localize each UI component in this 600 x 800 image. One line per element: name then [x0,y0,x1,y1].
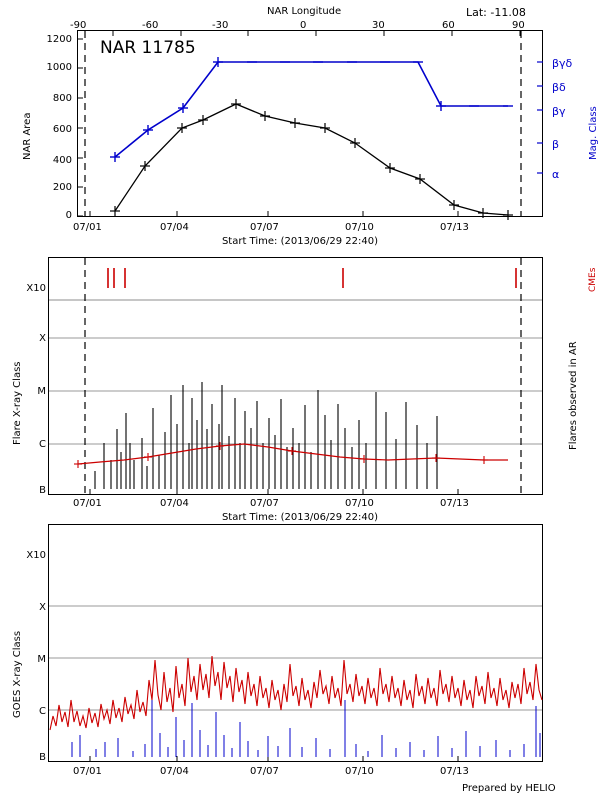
latitude-label: Lat: -11.08 [466,6,526,19]
panel3-frame [48,524,543,762]
page-title: NAR 11785 [100,38,196,58]
p3-y-tick-x10: X10 [26,550,46,561]
p2-x-tick-0713: 07/13 [440,498,469,509]
nar-longitude-label: NAR Longitude [267,6,342,17]
p1-x-tick-0704: 07/04 [160,222,189,233]
y-tick-200: 200 [52,182,72,193]
p3-x-tick-0704: 07/04 [160,766,189,777]
p1-x-tick-0710: 07/10 [345,222,374,233]
p3-y-tick-m: M [37,654,46,665]
p2-x-tick-0710: 07/10 [345,498,374,509]
y-tick-1200: 1200 [46,34,72,45]
p2-x-tick-0701: 07/01 [73,498,102,509]
mag-class-bd: βδ [552,81,566,94]
panel1-right-axis-label: Mag. Class [588,106,599,160]
mag-class-bg: βγ [552,105,566,118]
panel1-frame [77,30,543,217]
panel2-ylabel: Flare X-ray Class [12,361,23,445]
mag-class-a: α [552,168,560,181]
top-tick-0: 0 [300,20,307,31]
top-tick-90: 90 [512,20,525,31]
p2-y-tick-b: B [39,485,46,496]
p3-y-tick-c: C [39,706,46,717]
top-tick-60: 60 [442,20,455,31]
mag-class-b: β [552,138,560,151]
y-tick-800: 800 [52,93,72,104]
p2-x-tick-0707: 07/07 [250,498,279,509]
p3-y-tick-b: B [39,752,46,763]
p1-x-tick-0707: 07/07 [250,222,279,233]
y-tick-400: 400 [52,155,72,166]
cmes-label: CMEs [588,267,598,292]
top-tick-30: 30 [372,20,385,31]
p3-x-tick-0707: 07/07 [250,766,279,777]
prepared-by-label: Prepared by HELIO [462,783,556,794]
y-tick-600: 600 [52,124,72,135]
top-tick--60: -60 [142,20,159,31]
p2-y-tick-x10: X10 [26,283,46,294]
panel1-xlabel: Start Time: (2013/06/29 22:40) [221,236,379,247]
p1-x-tick-0701: 07/01 [73,222,102,233]
panel2-xlabel: Start Time: (2013/06/29 22:40) [221,512,379,523]
p2-y-tick-c: C [39,439,46,450]
p2-y-tick-m: M [37,386,46,397]
panel2-frame [48,257,543,495]
p1-x-tick-0713: 07/13 [440,222,469,233]
top-tick--30: -30 [212,20,229,31]
p2-y-tick-x: X [39,333,46,344]
panel1-ylabel: NAR Area [22,112,33,160]
y-tick-0: 0 [65,210,72,221]
p3-x-tick-0713: 07/13 [440,766,469,777]
flares-observed-label: Flares observed in AR [568,341,579,450]
y-tick-1000: 1000 [46,62,72,73]
p3-x-tick-0701: 07/01 [73,766,102,777]
p2-x-tick-0704: 07/04 [160,498,189,509]
top-tick--90: -90 [70,20,87,31]
p3-y-tick-x: X [39,602,46,613]
panel3-ylabel: GOES X-ray Class [12,630,23,718]
p3-x-tick-0710: 07/10 [345,766,374,777]
mag-class-bgd: βγδ [552,57,573,70]
